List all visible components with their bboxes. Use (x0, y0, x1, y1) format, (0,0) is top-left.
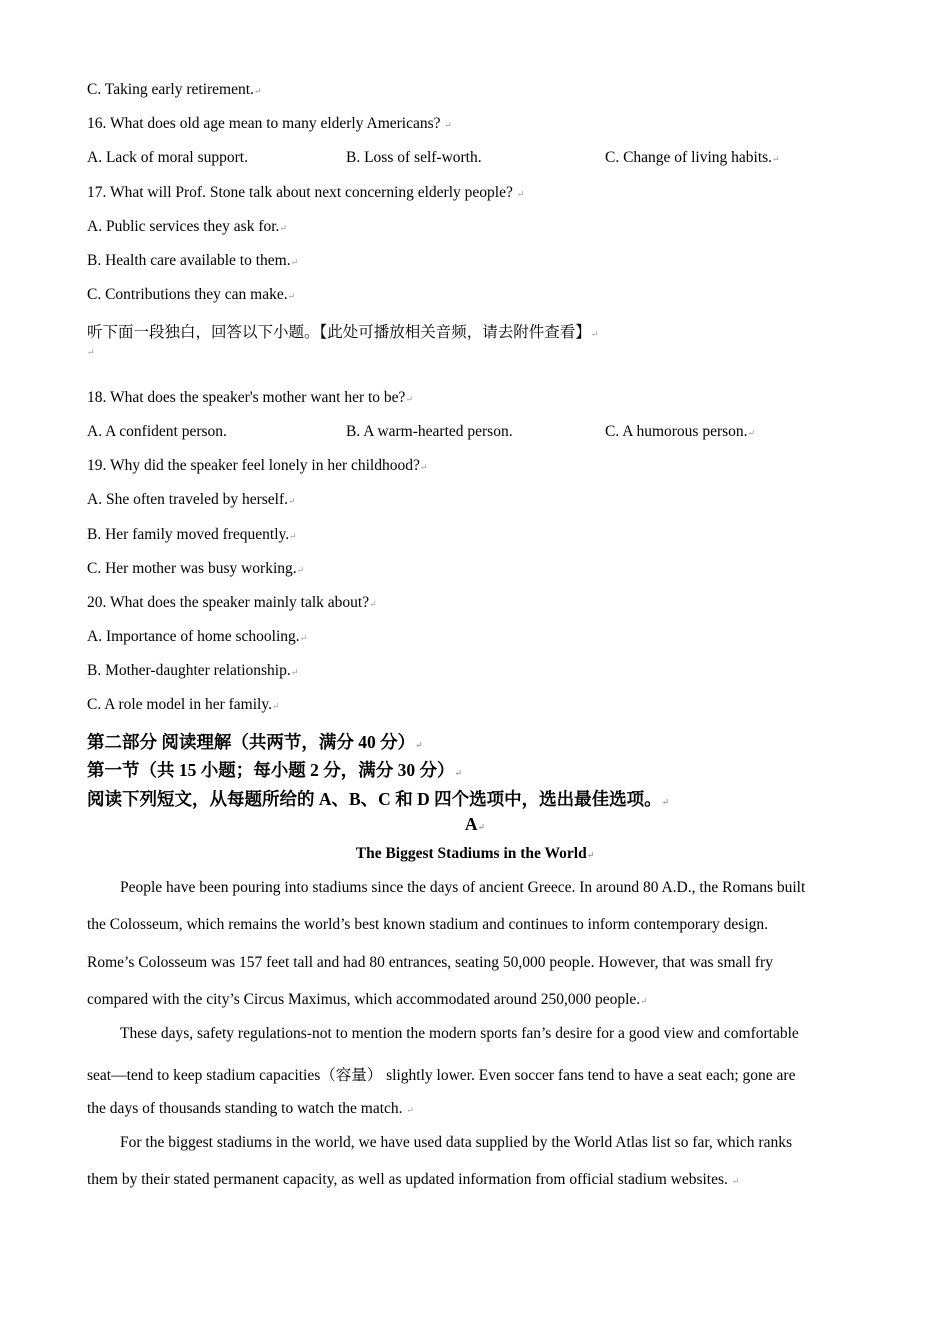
paragraph-line: compared with the city’s Circus Maximus, which accommodated around 250,000 people.↵ (87, 991, 648, 1008)
q20-option-c: C. A role model in her family.↵ (87, 696, 280, 713)
audio-placeholder-mark: ↵ (87, 347, 95, 357)
paragraph-line: People have been pouring into stadiums since the days of ancient Greece. In around 80 A.D., the Romans built (120, 879, 806, 896)
paragraph-line: For the biggest stadiums in the world, we have used data supplied by the World Atlas list so far, which ranks (120, 1134, 792, 1151)
q20-option-b: B. Mother-daughter relationship.↵ (87, 662, 299, 679)
q18-option-a: A. A confident person. (87, 423, 227, 440)
part2-instruction: 阅读下列短文，从每题所给的 A、B、C 和 D 四个选项中，选出最佳选项。↵ (87, 789, 670, 809)
q17-option-a: A. Public services they ask for.↵ (87, 218, 287, 235)
paragraph-line: the days of thousands standing to watch the match. ↵ (87, 1100, 414, 1117)
q16-option-b: B. Loss of self-worth. (346, 149, 482, 166)
passage-label: A↵ (464, 814, 486, 834)
q20-option-a: A. Importance of home schooling.↵ (87, 628, 308, 645)
paragraph-line: These days, safety regulations-not to mention the modern sports fan’s desire for a good view and comfortable (120, 1025, 799, 1042)
q19-option-b: B. Her family moved frequently.↵ (87, 526, 297, 543)
q19-question: 19. Why did the speaker feel lonely in her childhood?↵ (87, 457, 428, 474)
q17-option-b: B. Health care available to them.↵ (87, 252, 299, 269)
q18-question: 18. What does the speaker's mother want her to be?↵ (87, 389, 413, 406)
q18-option-c: C. A humorous person.↵ (605, 423, 756, 440)
paragraph-line: seat—tend to keep stadium capacities（容量） slightly lower. Even soccer fans tend to have a seat each; gone are (87, 1067, 796, 1084)
q19-option-a: A. She often traveled by herself.↵ (87, 491, 296, 508)
q16-option-c: C. Change of living habits.↵ (605, 149, 780, 166)
q16-question: 16. What does old age mean to many elderly Americans? ↵ (87, 115, 452, 132)
q20-question: 20. What does the speaker mainly talk about?↵ (87, 594, 377, 611)
q16-option-a: A. Lack of moral support. (87, 149, 248, 166)
paragraph-line: the Colosseum, which remains the world’s best known stadium and continues to inform contemporary design. (87, 916, 769, 933)
q17-question: 17. What will Prof. Stone talk about next concerning elderly people? ↵ (87, 184, 525, 201)
q15-option-c: C. Taking early retirement.↵ (87, 81, 262, 98)
q19-option-c: C. Her mother was busy working.↵ (87, 560, 305, 577)
passage-title: The Biggest Stadiums in the World↵ (355, 845, 595, 862)
q18-option-b: B. A warm-hearted person. (346, 423, 513, 440)
paragraph-line: Rome’s Colosseum was 157 feet tall and had 80 entrances, seating 50,000 people. However, that was small fry (87, 954, 773, 971)
q17-option-c: C. Contributions they can make.↵ (87, 286, 296, 303)
monologue-instruction: 听下面一段独白，回答以下小题。【此处可播放相关音频，请去附件查看】↵ (87, 324, 599, 341)
part2-heading: 第二部分 阅读理解（共两节，满分 40 分）↵ (87, 732, 423, 752)
part2-section1-heading: 第一节（共 15 小题；每小题 2 分，满分 30 分）↵ (87, 760, 463, 780)
paragraph-line: them by their stated permanent capacity, as well as updated information from official stadium websites. ↵ (87, 1171, 740, 1188)
